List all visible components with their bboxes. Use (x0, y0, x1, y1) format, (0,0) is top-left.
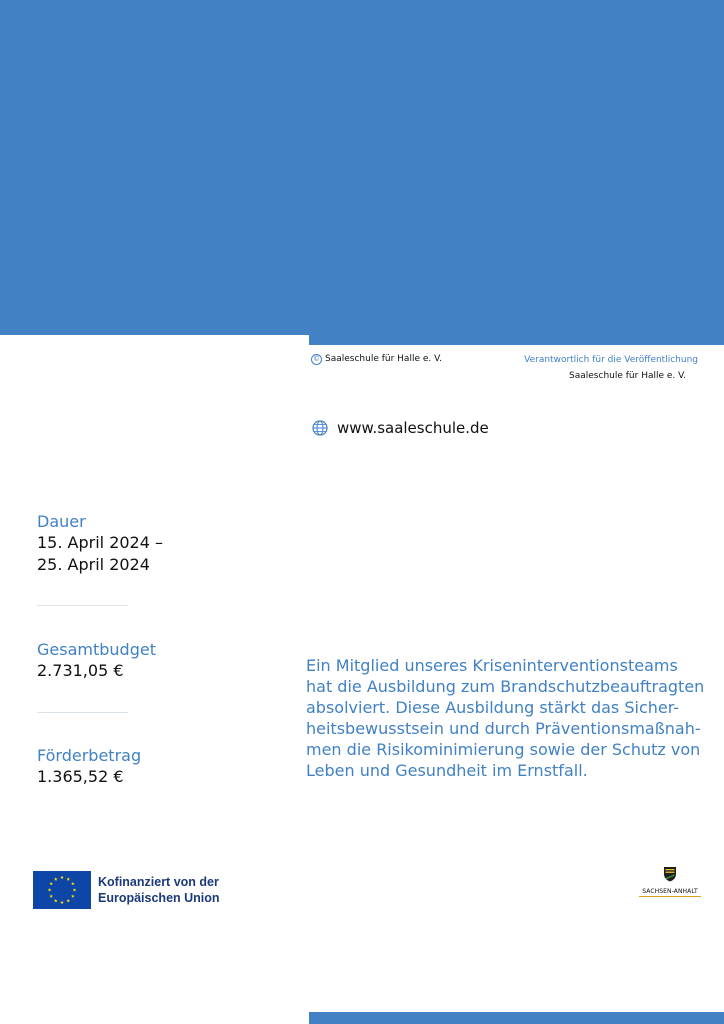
header-color-band (0, 0, 724, 345)
duration-start: 15. April 2024 – (37, 533, 163, 552)
eu-logo-text (98, 874, 220, 906)
sachsen-anhalt-logo (636, 866, 704, 897)
duration-label: Dauer (37, 512, 86, 531)
eu-flag-icon (33, 871, 91, 909)
sachsen-anhalt-text: SACHSEN-ANHALT (642, 888, 698, 895)
description-line: hat die Ausbildung zum Brandschutzbeauftragten (306, 677, 705, 696)
header-band-notch (0, 335, 309, 345)
description-line: Ein Mitglied unseres Kriseninterventionsteams (306, 656, 678, 675)
divider (37, 605, 128, 606)
project-facts (37, 511, 257, 788)
funding-label: Förderbetrag (37, 746, 142, 765)
responsible-name: Saaleschule für Halle e. V. (569, 371, 686, 381)
eu-logo-line: Kofinanziert von der (98, 875, 219, 889)
copyright-text: Saaleschule für Halle e. V. (325, 354, 442, 364)
footer-color-band (309, 1012, 724, 1024)
description-line: heitsbewusstsein und durch Präventionsmaßnah- (306, 719, 701, 738)
sachsen-anhalt-underline (639, 896, 701, 897)
description-line: Leben und Gesundheit im Ernstfall. (306, 761, 588, 780)
eu-cofunding-logo (33, 871, 220, 909)
website-url[interactable]: www.saaleschule.de (337, 419, 489, 437)
globe-icon (312, 420, 328, 436)
coat-of-arms-icon (663, 866, 677, 882)
responsible-label: Verantwortlich für die Veröffentlichung (524, 355, 698, 365)
funding-value: 1.365,52 € (37, 767, 124, 786)
description-line: men die Risikominimierung sowie der Schutz von (306, 740, 701, 759)
budget-label: Gesamtbudget (37, 640, 156, 659)
copyright-icon: © (313, 355, 320, 363)
description-line: absolviert. Diese Ausbildung stärkt das Sicher- (306, 698, 680, 717)
divider (37, 712, 128, 713)
website-link[interactable] (312, 419, 489, 437)
budget-value: 2.731,05 € (37, 661, 124, 680)
project-description (306, 655, 716, 781)
duration-end: 25. April 2024 (37, 555, 150, 574)
copyright-note (311, 354, 442, 365)
eu-logo-line: Europäischen Union (98, 891, 220, 905)
